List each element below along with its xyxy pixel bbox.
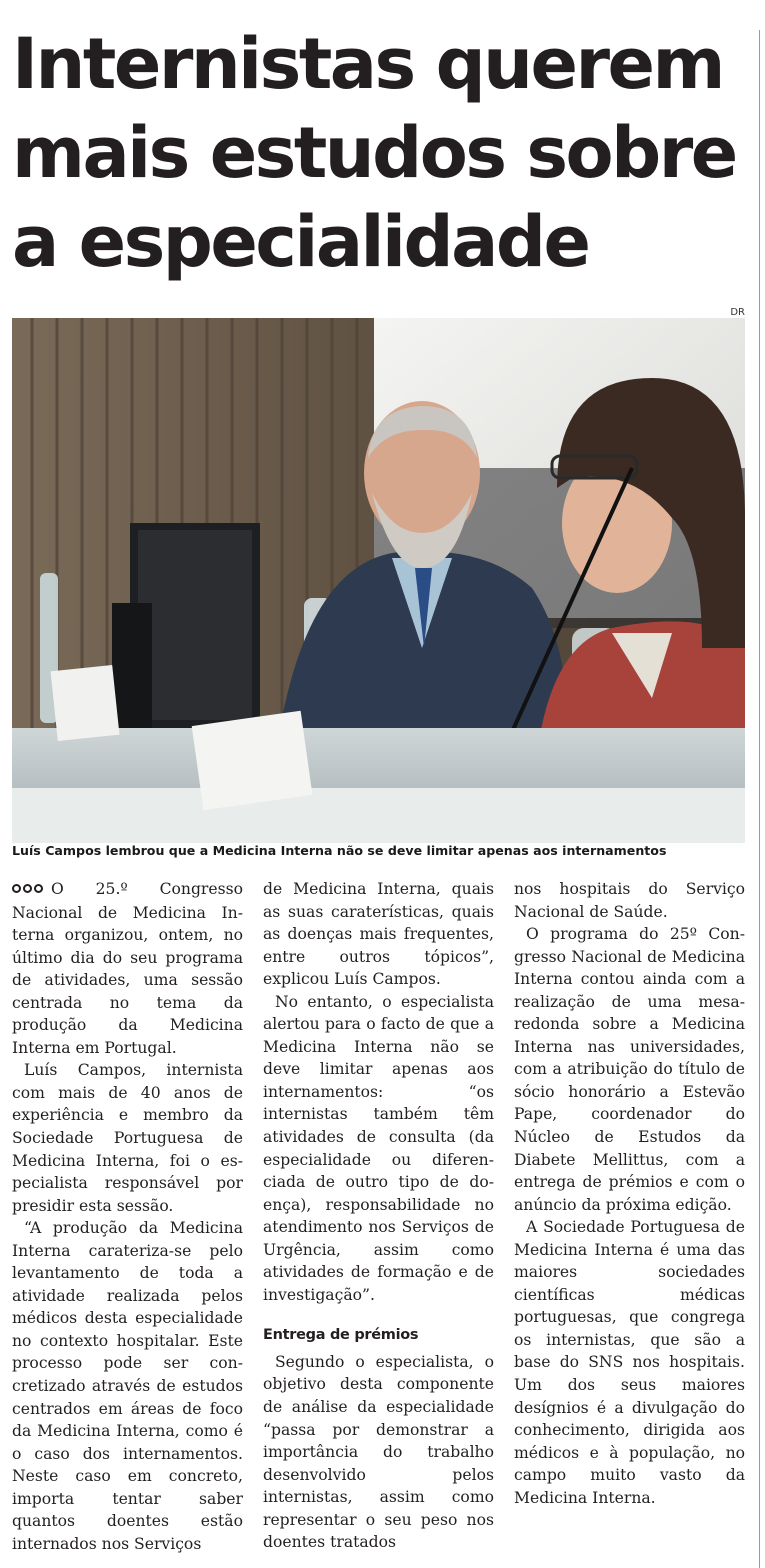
column-1 bbox=[12, 878, 243, 1555]
paragraph: O programa do 25º Congresso Nacional de Medicina Interna contou ainda com a realização de uma mesa-redonda sobre a Medicina Interna nas universidades, com a atribuição do título de sócio honorário a Estevão Pape, coordenador do Núcleo de Estudos da Diabete Mellittus, com a entrega de prémios e com o anúncio da próxima edição. bbox=[514, 925, 745, 1214]
subhead: Entrega de prémios bbox=[263, 1327, 419, 1344]
paragraph: A Sociedade Portuguesa de Medicina Interna é uma das maiores sociedades científicas médicas portuguesas, que congrega os internistas, que são a base do SNS nos hospitais. Um dos seus maiores desígnios é a divulgação do conhecimento, dirigida aos médicos e à população, no campo muito vasto da Medicina Interna. bbox=[514, 1218, 745, 1507]
paragraph: O 25.º Congresso Nacional de Medicina Interna organizou, ontem, no último dia do seu programa de atividades, uma sessão centrada no tema da produção da Medicina Interna em Portugal. bbox=[12, 880, 243, 1057]
paragraph: No entanto, o especialista alertou para o facto de que a Medicina Interna não se deve limitar apenas aos internamentos: “os internistas também têm atividades de consulta (da especialidade ou diferenciada de outro tipo de doença), responsabilidade no atendimento nos Serviços de Urgência, assim como atividades de formação e de investigação”. bbox=[263, 992, 494, 1304]
paragraph: Segundo o especialista, o objetivo desta componente de análise da especialidade “passa por demonstrar a importância do trabalho desenvolvido pelos internistas, assim como representar o seu peso nos doentes tratados bbox=[263, 1352, 494, 1552]
column-3 bbox=[514, 878, 745, 1509]
photo-caption: Luís Campos lembrou que a Medicina Interna não se deve limitar apenas aos internamentos bbox=[12, 843, 745, 859]
column-rule bbox=[759, 30, 760, 1568]
column-2 bbox=[263, 878, 494, 1554]
paragraph: de Medicina Interna, quais as suas caraterísticas, quais as doenças mais frequentes, entre outros tópicos”, explicou Luís Campos. bbox=[263, 880, 494, 989]
article-photo bbox=[12, 318, 745, 854]
bullets-icon bbox=[12, 879, 45, 902]
headline: Internistas querem mais estudos sobre a especialidade bbox=[12, 23, 736, 283]
paragraph: Luís Campos, internista com mais de 40 anos de experiência e membro da Sociedade Portuguesa de Medicina Interna, foi o especialista responsável por presidir esta sessão. bbox=[12, 1061, 243, 1215]
photo-credit: DR bbox=[730, 307, 745, 318]
paragraph: “A produção da Medicina Interna carateriza-se pelo levantamento de toda a atividade realizada pelos médicos desta especialidade no contexto hospitalar. Este processo pode ser concretizado através de estudos centrados em áreas de foco da Medicina Interna, como é o caso dos internamentos. Neste caso em concreto, importa tentar saber quantos doentes estão internados nos Serviços bbox=[12, 1219, 243, 1553]
paragraph: nos hospitais do Serviço Nacional de Saúde. bbox=[514, 880, 745, 921]
